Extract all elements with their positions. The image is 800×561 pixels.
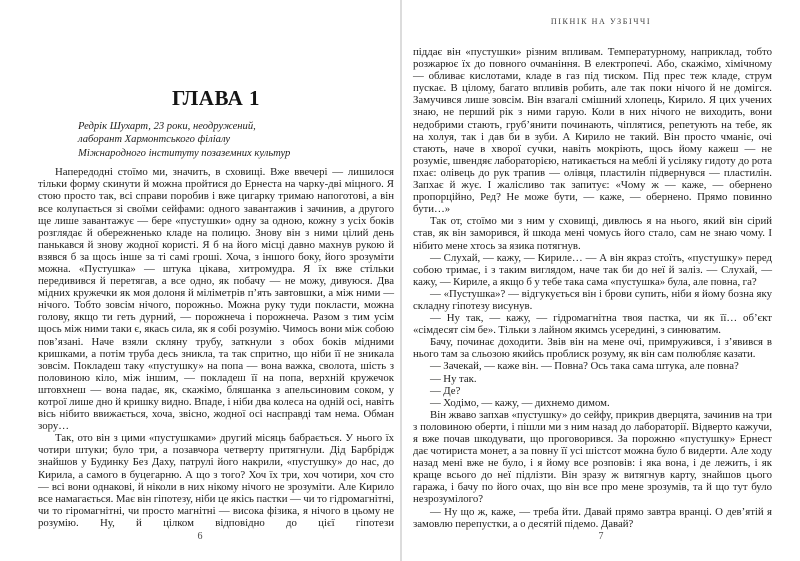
left-page-body xyxy=(38,166,394,529)
epigraph xyxy=(78,120,394,160)
epigraph-line-2: лаборант Хармонтського філіалу xyxy=(78,134,231,146)
paragraph-dialogue: — Де? xyxy=(430,384,461,397)
running-header: ПІКНІК НА УЗБІЧЧІ xyxy=(550,17,652,26)
epigraph-line-1: Редрік Шухарт, 23 роки, неодружений, xyxy=(78,121,256,132)
paragraph-dialogue: — Ну так, — кажу, — гідромагнітна твоя пастка, чи як її… об’єкт «сімдесят сім бе». Тільки з лайном якимсь усередині, з синюватим. xyxy=(413,312,772,337)
paragraph-dialogue: — Ну так. xyxy=(430,372,477,385)
chapter-title: ГЛАВА 1 xyxy=(171,86,261,110)
page-number-left: 6 xyxy=(197,531,203,542)
page-number-right: 7 xyxy=(598,531,604,542)
paragraph: Так, ото він з цими «пустушками» другий місяць бабрається. У нього їх чотири штуки; було три, а позавчора четверту притягнули. Дід Барбрідж знайшов у Будинку Без Даху, патрулі його накрили, «пустушку» до нас, до Кирила, а самого в буцегарню. А що з того? Хоч їх три, хоч чотири, хоч сто — всі вони однакові, й ніколи в них нікому нічого не зрозуміти. Але Кирило все намагається. Має він гіпотезу, ніби це якісь пастки — чи то гідромагнітні, чи то гіромагнітні, чи просто магнітні — висока фізика, я нічого в цьому не розумію. Ну, й цілком відповідно до цієї гіпотези xyxy=(38,432,394,529)
page-right xyxy=(400,0,800,561)
paragraph: Напередодні стоїмо ми, значить, в сховищі. Вже ввечері — лишилося тільки форму скинути й можна пройтися до Ернеста на чарку-дві міцного. Я стою просто так, всі справи поробив і вже цигарку тримаю напоготові, а він все колупається зі своїми сейфами: одного завантажив і зачинив, а другого ще лише завантажує — бере «пустушки» одну за одною, кожну з усіх боків розглядає й обережненько кладе на полицю. Знову він з ними цілий день панькався й знову жодної користі. Я б на його місці давно махнув рукою й взявся б за щось інше за ті самі гроші. Хоча, з іншого боку, його зрозуміти можна. «Пустушка» — штука цікава, хитромудра. Я їх вже стільки передивився й перетягав, а все одно, як побачу — не можу, дивуюся. Два мідних кружечки як моя долоня й міліметрів п’ять завтовшки, а між ними — нічого. Тобто зовсім нічого, порожньо. Можна руку туди покласти, можна голову, якщо ти геть дурний, — порожнеча і порожнеча. Разом з тим усім щось між ними таки є, якась сила, як я собі розумію. Чимось вони між собою пов’язані. Наче взяли скляну трубу, заткнули з обох боків мідними кришками, а потім труба десь зникла, та так спритно, що ніби її не зникала зовсім. Покладеш таку «пустушку» на попа — вона важка, сволота, шість з половиною кіло, між іншим, — покладеш її на попа, верхній кружечок штовхнеш — вона падає, як, скажімо, бляшанка з апельсиновим соком, у котрої лише дно й кришку видно. Впаде, і ніби два колеса на одній осі, навіть вісь нібито ввижається, хоча, звісно, жодної осі насправді там нема. Обман зору… xyxy=(38,166,394,433)
paragraph-dialogue: — Слухай, — кажу, — Кириле… — А він якраз стоїть, «пустушку» перед собою тримає, і з таким виглядом, наче так би до неї й заліз. — Слухай, — кажу, — Кириле, а якщо б у тебе така сама «пустушка» була, але повна, га? xyxy=(413,251,772,288)
epigraph-line-3: Міжнародного інституту позаземних культур xyxy=(78,147,291,159)
paragraph-dialogue: — Ну що ж, каже, — треба йти. Давай прямо завтра вранці. О дев’ятій я замовлю перепустки, а о десятій підемо. Давай? xyxy=(413,505,772,530)
paragraph: Він жваво запхав «пустушку» до сейфу, прикрив дверцята, зачинив на три з половиною оберти, і пішли ми з ним назад до лабораторії. Відверто кажучи, я вже почав шкодувати, що проговорився. За порожню «пустушку» Ернест дає чотириста монет, а за повну її усі шістсот можна було б видерти. Але ходу назад мені вже не було, і я йому все розповів: і яка вона, і де лежить, і як краще всього до неї підлізти. Він зразу ж витягнув карту, знайшов цього гаража, і бачу по його очах, що він все про мене зрозумів, та й що тут було незрозумілого? xyxy=(413,408,772,506)
paragraph: Бачу, починає доходити. Звів він на мене очі, примружився, і з’явився в нього там за сльозою якийсь проблиск розуму, як він сам полюбляє казати. xyxy=(413,336,772,361)
paragraph: Так от, стоїмо ми з ним у сховищі, дивлюсь я на нього, який він сірий став, як він заморився, й шкода мені чомусь його стало, сам не знаю чому. І нібито мене хтось за язика потягнув. xyxy=(413,215,772,252)
paragraph-continuation: піддає він «пустушки» різним впливам. Температурному, наприклад, тобто розжарює їх до повного очманіння. В електропечі. Або, скажімо, хімічному — обливає кислотами, кладе в газ під тиском. Під прес теж кладе, струм пускає. В цілому, багато впливів робить, але так поки нічого й не домігся. Замучився лише зовсім. Він взагалі смішний хлопець, Кирило. Я цих учених знаю, не перший рік з ними гарую. Коли в них нічого не виходить, вони недобрими стають, груб’янити починають, чіплятися, репетують на тебе, як на холуя, так і дав би в зуби. А Кирило не такий. Він просто чманіє, очі стають, наче в хворої сучки, навіть мокріють, щось йому кажеш — не розуміє, швендяє лабораторією, натикається на меблі й усіляку гидоту до рота пхає: олівець до рук трапив — олівця, пластилін підвернувся — пластилін. Запхає й жує. І жалісливо так запитує: «Чому ж — каже, — обернено пропорційно, Ред? Не може бути, — каже, — обернено. Прямо повинно бути…» xyxy=(413,46,772,216)
right-page-body xyxy=(413,6,772,530)
paragraph-dialogue: — Зачекай, — каже він. — Повна? Ось така сама штука, але повна? xyxy=(430,360,739,373)
paragraph-dialogue: — «Пустушка»? — відгукується він і брови супить, ніби я йому бозна яку складну гіпотезу висунув. xyxy=(413,287,772,312)
paragraph-dialogue: — Ходімо, — кажу, — дихнемо димом. xyxy=(430,396,610,409)
